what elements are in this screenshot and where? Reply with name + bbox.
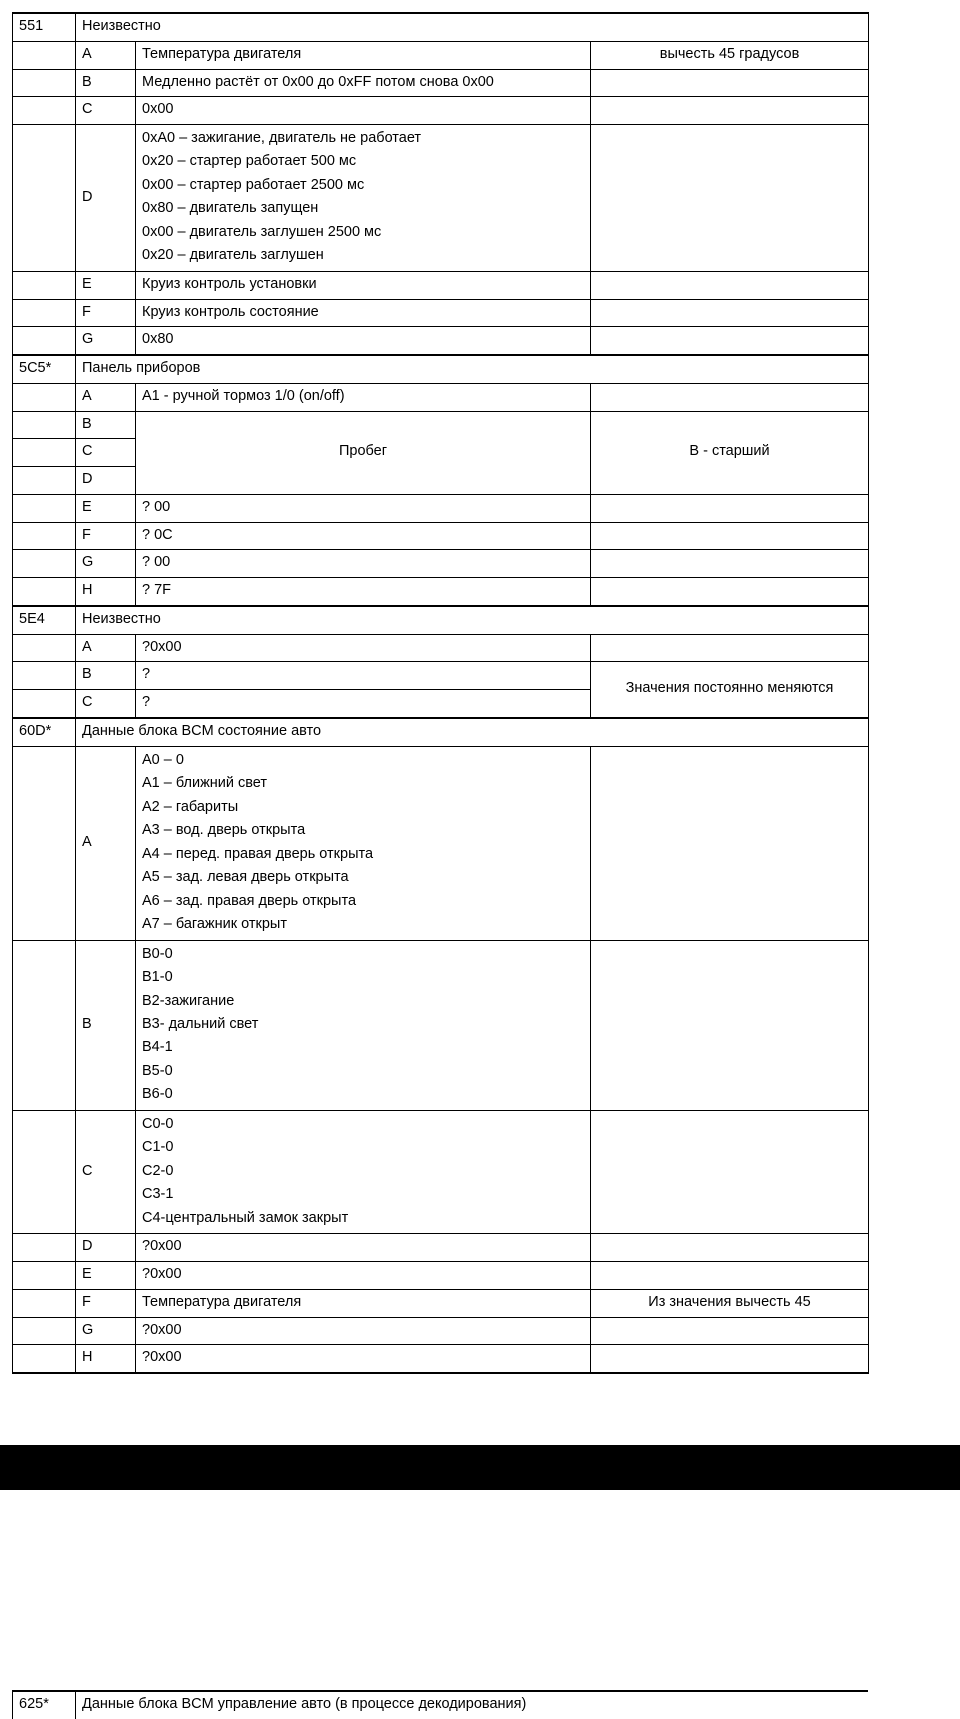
byte-description: ?	[136, 690, 591, 718]
multiline-item: 0x00 – двигатель заглушен 2500 мс	[142, 223, 382, 240]
table-row	[13, 522, 869, 550]
id-spacer	[13, 69, 76, 97]
byte-label: B	[76, 411, 136, 439]
id-spacer	[13, 578, 76, 606]
multiline-item: C4-центральный замок закрыт	[142, 1209, 349, 1226]
byte-note	[591, 327, 869, 355]
multiline-item: 0x20 – двигатель заглушен	[142, 247, 324, 264]
multiline-item: C0-0	[142, 1115, 174, 1132]
multiline-item: B1-0	[142, 969, 173, 986]
table-row	[13, 125, 869, 272]
multiline-item: C3-1	[142, 1186, 174, 1203]
multiline-item: 0x80 – двигатель запущен	[142, 200, 319, 217]
multiline-item: A0 – 0	[142, 751, 184, 768]
byte-label: A	[76, 41, 136, 69]
table-row	[13, 69, 869, 97]
table-row-group-header	[13, 1691, 869, 1719]
multiline-item: 0x00 – стартер работает 2500 мс	[142, 176, 365, 193]
byte-note	[591, 1345, 869, 1373]
byte-label: A	[76, 383, 136, 411]
can-message-table-continued	[12, 1690, 868, 1719]
byte-label: G	[76, 1317, 136, 1345]
byte-description	[136, 125, 591, 272]
byte-description: ?	[136, 662, 591, 690]
byte-description	[136, 1110, 591, 1233]
byte-label: A	[76, 634, 136, 662]
byte-description	[136, 746, 591, 940]
byte-description: A1 - ручной тормоз 1/0 (on/off)	[136, 383, 591, 411]
table-row	[13, 494, 869, 522]
id-spacer	[13, 439, 76, 467]
byte-label: B	[76, 69, 136, 97]
byte-note	[591, 383, 869, 411]
byte-description: Круиз контроль состояние	[136, 299, 591, 327]
table-row	[13, 1289, 869, 1317]
byte-description: Медленно растёт от 0x00 до 0xFF потом снова 0x00	[136, 69, 591, 97]
table-row	[13, 1234, 869, 1262]
table-row-group-header	[13, 355, 869, 383]
table-row	[13, 271, 869, 299]
id-spacer	[13, 690, 76, 718]
byte-label: F	[76, 299, 136, 327]
table-row	[13, 1317, 869, 1345]
byte-note	[591, 125, 869, 272]
id-spacer	[13, 411, 76, 439]
table-row	[13, 411, 869, 439]
black-separator-band	[0, 1445, 960, 1490]
table-row	[13, 634, 869, 662]
multiline-list	[142, 127, 584, 268]
multiline-item: 0xA0 – зажигание, двигатель не работает	[142, 130, 422, 146]
byte-description: ?0x00	[136, 634, 591, 662]
id-spacer	[13, 1289, 76, 1317]
id-spacer	[13, 662, 76, 690]
byte-label: G	[76, 550, 136, 578]
table-row	[13, 746, 869, 940]
byte-note	[591, 578, 869, 606]
id-spacer	[13, 327, 76, 355]
next-table-preview	[12, 1690, 868, 1719]
multiline-list	[142, 1113, 584, 1230]
id-spacer	[13, 1345, 76, 1373]
multiline-item: 0x20 – стартер работает 500 мс	[142, 153, 357, 170]
byte-note	[591, 494, 869, 522]
id-spacer	[13, 634, 76, 662]
table-row	[13, 1110, 869, 1233]
table-row	[13, 662, 869, 690]
message-id: 5E4	[13, 606, 76, 634]
byte-note	[591, 940, 869, 1110]
byte-label: F	[76, 522, 136, 550]
can-message-table	[12, 12, 869, 1374]
id-spacer	[13, 1110, 76, 1233]
table-row-group-header	[13, 606, 869, 634]
odometer-note: B - старший	[591, 411, 869, 494]
byte-label: E	[76, 494, 136, 522]
message-name: Неизвестно	[76, 13, 869, 41]
byte-note	[591, 522, 869, 550]
message-id: 60D*	[13, 718, 76, 746]
table-row	[13, 41, 869, 69]
table-row	[13, 97, 869, 125]
message-name: Неизвестно	[76, 606, 869, 634]
message-name: Данные блока BCM управление авто (в процессе декодирования)	[76, 1691, 869, 1719]
id-spacer	[13, 1234, 76, 1262]
byte-label: F	[76, 1289, 136, 1317]
byte-label: H	[76, 1345, 136, 1373]
multiline-item: B6-0	[142, 1086, 173, 1103]
multiline-item: A7 – багажник открыт	[142, 916, 287, 933]
id-spacer	[13, 97, 76, 125]
table-row-group-header	[13, 13, 869, 41]
byte-label: B	[76, 940, 136, 1110]
message-name: Панель приборов	[76, 355, 869, 383]
multiline-item: B4-1	[142, 1039, 173, 1056]
odometer-description: Пробег	[136, 411, 591, 494]
table-row	[13, 550, 869, 578]
byte-note	[591, 634, 869, 662]
changing-values-note: Значения постоянно меняются	[591, 662, 869, 718]
table-row	[13, 1345, 869, 1373]
id-spacer	[13, 1262, 76, 1290]
table-row	[13, 299, 869, 327]
table-row	[13, 1262, 869, 1290]
byte-description: 0x80	[136, 327, 591, 355]
byte-note	[591, 550, 869, 578]
byte-label: A	[76, 746, 136, 940]
multiline-item: A4 – перед. правая дверь открыта	[142, 845, 374, 862]
id-spacer	[13, 41, 76, 69]
multiline-list	[142, 749, 584, 937]
byte-description: 0x00	[136, 97, 591, 125]
table-row	[13, 578, 869, 606]
byte-note	[591, 1317, 869, 1345]
byte-description: Круиз контроль установки	[136, 271, 591, 299]
byte-label: C	[76, 97, 136, 125]
multiline-item: B0-0	[142, 945, 173, 962]
multiline-item: C1-0	[142, 1139, 174, 1156]
byte-description: ? 0C	[136, 522, 591, 550]
id-spacer	[13, 125, 76, 272]
byte-label: E	[76, 1262, 136, 1290]
byte-note	[591, 1110, 869, 1233]
byte-label: D	[76, 1234, 136, 1262]
id-spacer	[13, 467, 76, 495]
table-row	[13, 327, 869, 355]
id-spacer	[13, 383, 76, 411]
id-spacer	[13, 1317, 76, 1345]
byte-note	[591, 746, 869, 940]
message-id: 625*	[13, 1691, 76, 1719]
byte-label: E	[76, 271, 136, 299]
byte-note	[591, 271, 869, 299]
byte-note	[591, 69, 869, 97]
byte-label: D	[76, 125, 136, 272]
message-id: 551	[13, 13, 76, 41]
byte-note	[591, 1262, 869, 1290]
byte-note: Из значения вычесть 45	[591, 1289, 869, 1317]
table-row-group-header	[13, 718, 869, 746]
byte-label: C	[76, 1110, 136, 1233]
byte-label: D	[76, 467, 136, 495]
table-row	[13, 940, 869, 1110]
byte-label: C	[76, 690, 136, 718]
byte-label: H	[76, 578, 136, 606]
byte-description: ? 00	[136, 494, 591, 522]
multiline-item: A2 – габариты	[142, 798, 239, 815]
document-page	[0, 12, 960, 1719]
byte-note	[591, 97, 869, 125]
byte-description	[136, 940, 591, 1110]
multiline-item: A5 – зад. левая дверь открыта	[142, 869, 349, 886]
id-spacer	[13, 940, 76, 1110]
byte-note	[591, 299, 869, 327]
byte-description: ?0x00	[136, 1262, 591, 1290]
multiline-list	[142, 943, 584, 1107]
id-spacer	[13, 299, 76, 327]
table-row	[13, 383, 869, 411]
id-spacer	[13, 522, 76, 550]
byte-description: ?0x00	[136, 1234, 591, 1262]
message-id: 5C5*	[13, 355, 76, 383]
byte-description: ? 00	[136, 550, 591, 578]
multiline-item: A6 – зад. правая дверь открыта	[142, 892, 357, 909]
id-spacer	[13, 494, 76, 522]
byte-note: вычесть 45 градусов	[591, 41, 869, 69]
multiline-item: A3 – вод. дверь открыта	[142, 822, 306, 839]
multiline-item: C2-0	[142, 1162, 174, 1179]
byte-label: G	[76, 327, 136, 355]
byte-description: ?0x00	[136, 1317, 591, 1345]
byte-description: Температура двигателя	[136, 41, 591, 69]
byte-description: ?0x00	[136, 1345, 591, 1373]
multiline-item: B3- дальний свет	[142, 1015, 259, 1032]
byte-label: C	[76, 439, 136, 467]
id-spacer	[13, 550, 76, 578]
multiline-item: B2-зажигание	[142, 992, 235, 1009]
multiline-item: A1 – ближний свет	[142, 775, 268, 792]
byte-note	[591, 1234, 869, 1262]
byte-label: B	[76, 662, 136, 690]
message-name: Данные блока BCM состояние авто	[76, 718, 869, 746]
id-spacer	[13, 746, 76, 940]
byte-description: ? 7F	[136, 578, 591, 606]
id-spacer	[13, 271, 76, 299]
multiline-item: B5-0	[142, 1062, 173, 1079]
byte-description: Температура двигателя	[136, 1289, 591, 1317]
